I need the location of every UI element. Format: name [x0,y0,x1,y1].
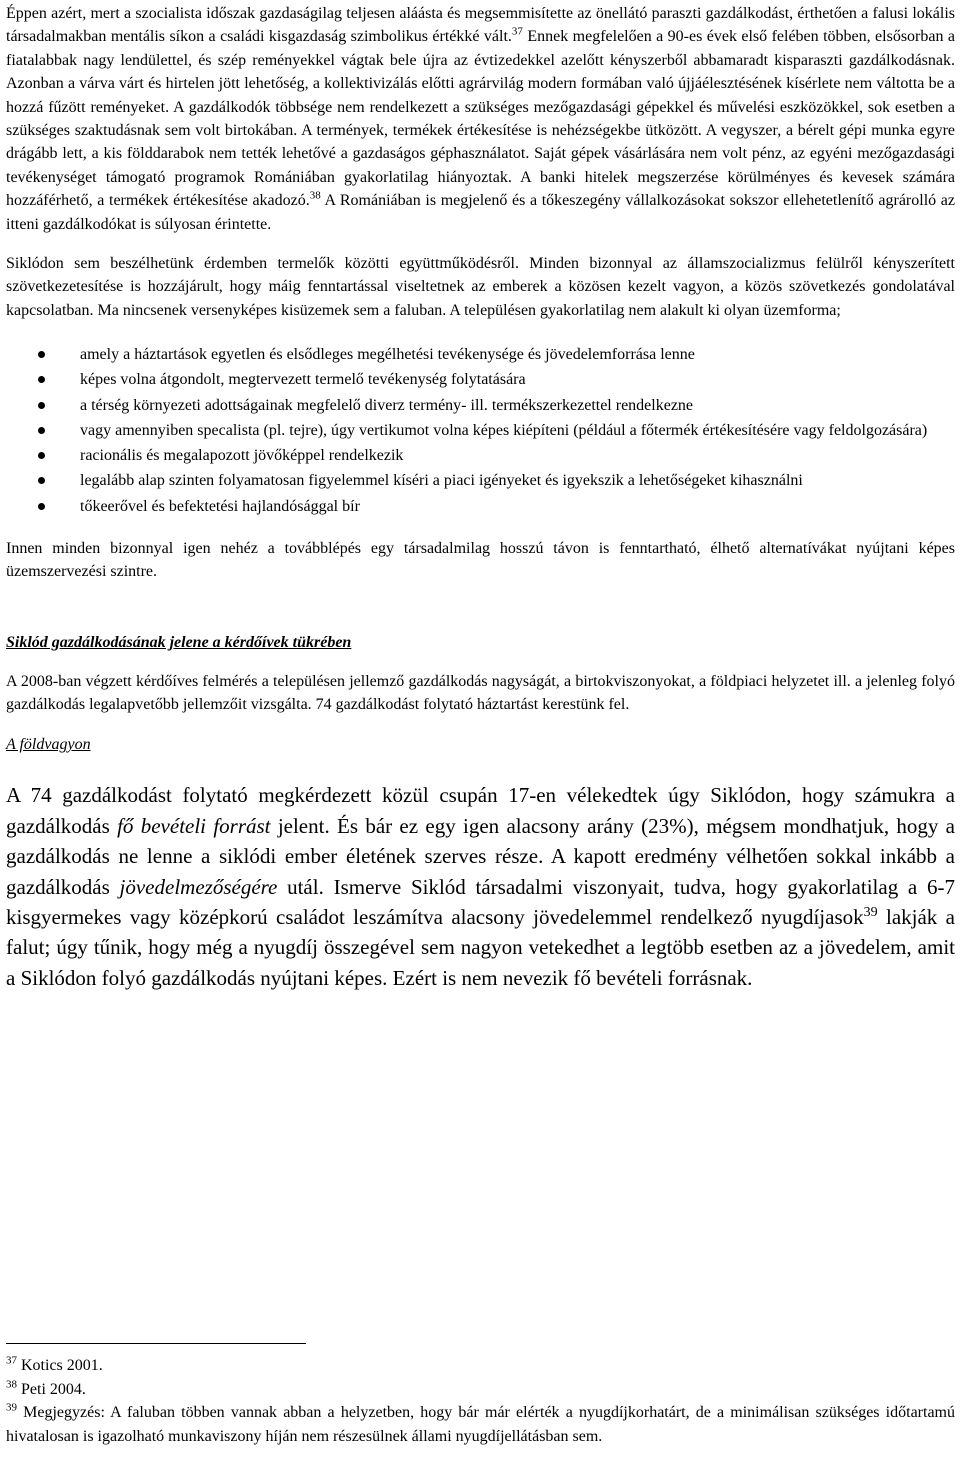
list-item-text: tőkeerővel és befektetési hajlandósággal bír [80,497,360,515]
list-item-text: racionális és megalapozott jövőképpel rendelkezik [80,447,404,465]
list-item [6,443,955,468]
bullet-icon [38,376,45,383]
footnote-39 [6,1401,955,1448]
paragraph-1-part-b: Ennek megfelelően a 90-es évek első felében többen, elsősorban a fiatalabbak nagy lendülettel, és szép reményekkel vágtak bele újra az évtizedekkel azelőtt kényszerből abbamaradt kisparaszti gazdálkodásnak. Azonban a várva várt és hirtelen jött lehetőség, a kollektivizálás előtti agrárvilág modern formában való újjáélesztésének kísérlete nem váltotta be a hozzá fűzött reményeket. A gazdálkodók többsége nem rendelkezett a szükséges mezőgazdasági gépekkel és művelési eszközökkel, sok esetben a szükséges szaktudásnak sem volt birtokában. A termények, termékek értékesítése is nehézségekbe ütközött. A vegyszer, a bérelt gépi munka egyre drágább lett, a kis földdarabok nem tették lehetővé a gazdaságos géphasználatot. Saját gépek vásárlására nem volt pénz, az egyéni mezőgazdasági tevékenységet támogató programok Romániában gyakorlatilag hiányoztak. A banki hitelek megszerzése körülményes és kevesek számára hozzáférhető, a termékek értékesítése akadozó. [6,28,956,210]
footnote-37 [6,1354,955,1378]
big-paragraph [6,780,955,993]
footnote-number: 37 [6,1354,17,1367]
big-paragraph-part-4: lakják a falut; úgy tűnik, hogy még a nyugdíj összegével sem nagyon vetekedhet a legtöbb esetben az a jövedelem, amit a Siklódon folyó gazdálkodás nyújtani képes. Ezért is nem nevezik fő bevételi forrásnak. [6,904,955,990]
subsection-title: A földvagyon [6,736,91,754]
footnote-ref-39[interactable]: 39 [863,904,878,920]
big-paragraph-part-1: A 74 gazdálkodást folytató megkérdezett közül csupán 17-en vélekedtek úgy Siklódon, hogy számukra a gazdálkodás [6,783,955,838]
list-item-text: amely a háztartások egyetlen és elsődleges megélhetési tevékenysége és jövedelemforrása lenne [80,346,695,364]
bullet-icon [38,503,45,510]
document-page [6,0,955,993]
big-paragraph-part-2: jelent. És bár ez egy igen alacsony arány (23%), mégsem mondhatjuk, hogy a gazdálkodás ne lenne a siklódi ember életének szerves része. A kapott eredmény vélhetően sokkal inkább a gazdálkodás [6,813,955,899]
bullet-icon [38,402,45,409]
footnote-38 [6,1378,955,1402]
list-item [6,367,955,392]
paragraph-3: Innen minden bizonnyal igen nehéz a továbblépés egy társadalmilag hosszú távon is fenntartható, élhető alternatívákat nyújtani képes üzemszervezési szintre. [6,539,955,581]
bullet-list [6,342,955,518]
bullet-icon [38,351,45,358]
list-item-text: legalább alap szinten folyamatosan figyelemmel kíséri a piaci igényeket és igyekszik a lehetőségeket kihasználni [80,472,803,490]
big-paragraph-part-3: utál. Ismerve Siklód társadalmi viszonyait, tudva, hogy gyakorlatilag a 6-7 kisgyermekes vagy középkorú családot leszámítva alacsony jövedelemmel rendelkező nyugdíjasok [6,874,955,929]
footnote-number: 39 [6,1401,17,1414]
list-item [6,494,955,519]
list-item-text: képes volna átgondolt, megtervezett termelő tevékenység folytatására [80,371,526,389]
footnotes [6,1343,955,1448]
list-item [6,468,955,493]
bullet-icon [38,427,45,434]
footnote-ref-37[interactable]: 37 [511,26,523,39]
paragraph-1-part-c: A Romániában is megjelenő és a tőkeszegény vállalkozásokat sokszor ellehetetlenítő agrárolló az itteni gazdálkodókat is súlyosan érintette. [6,192,955,233]
footnote-ref-38[interactable]: 38 [309,189,321,202]
section-title: Siklód gazdálkodásának jelene a kérdőívek tükrében [6,633,352,651]
paragraph-1 [6,2,955,236]
bullet-icon [38,452,45,459]
paragraph-4: A 2008-ban végzett kérdőíves felmérés a településen jellemző gazdálkodás nagyságát, a birtokviszonyokat, a földpiaci helyzetet ill. a jelenleg folyó gazdálkodás legalapvetőbb jellemzőit vizsgálta. 74 gazdálkodást folytató háztartást kerestünk fel. [6,672,955,713]
bullet-icon [38,477,45,484]
footnote-divider [6,1343,306,1344]
list-item-text: vagy amennyiben specalista (pl. tejre), úgy vertikumot volna képes kiépíteni (például a főtermék értékesítésére vagy feldolgozására) [80,421,928,439]
footnote-text: Kotics 2001. [17,1357,103,1374]
emphasis-profitability: jövedelmezőségére [119,874,278,899]
paragraph-2: Siklódon sem beszélhetünk érdemben termelők közötti együttműködésről. Minden bizonnyal az államszocializmus felülről kényszerített szövetkezetesítése is hozzájárult, hogy máig fenntartással viseltetnek az emberek a közösen kezelt vagyon, a közös szövetkezés gondolatával kapcsolatban. Ma nincsenek versenyképes kisüzemek sem a faluban. A településen gyakorlatilag nem alakult ki olyan üzemforma; [6,255,955,319]
paragraph-1-part-a: Éppen azért, mert a szocialista időszak gazdaságilag teljesen aláásta és megsemmisítette az önellátó paraszti gazdálkodást, érthetően a falusi lokális társadalmakban mentális síkon a családi kisgazdaság szimbolikus értékké vált. [6,5,955,46]
emphasis-main-income: fő bevételi forrást [117,813,271,838]
footnote-text: Megjegyzés: A faluban többen vannak abban a helyzetben, hogy bár már elérték a nyugdíjkorhatárt, de a minimálisan szükséges időtartamú hivatalosan is igazolható munkaviszony híján nem részesülnek állami nyugdíjellátásban sem. [6,1404,955,1445]
list-item [6,393,955,418]
footnote-number: 38 [6,1378,17,1391]
footnote-text: Peti 2004. [17,1380,86,1398]
list-item [6,418,955,443]
list-item [6,342,955,367]
list-item-text: a térség környezeti adottságainak megfelelő diverz termény- ill. termékszerkezettel rendelkezne [80,396,694,414]
